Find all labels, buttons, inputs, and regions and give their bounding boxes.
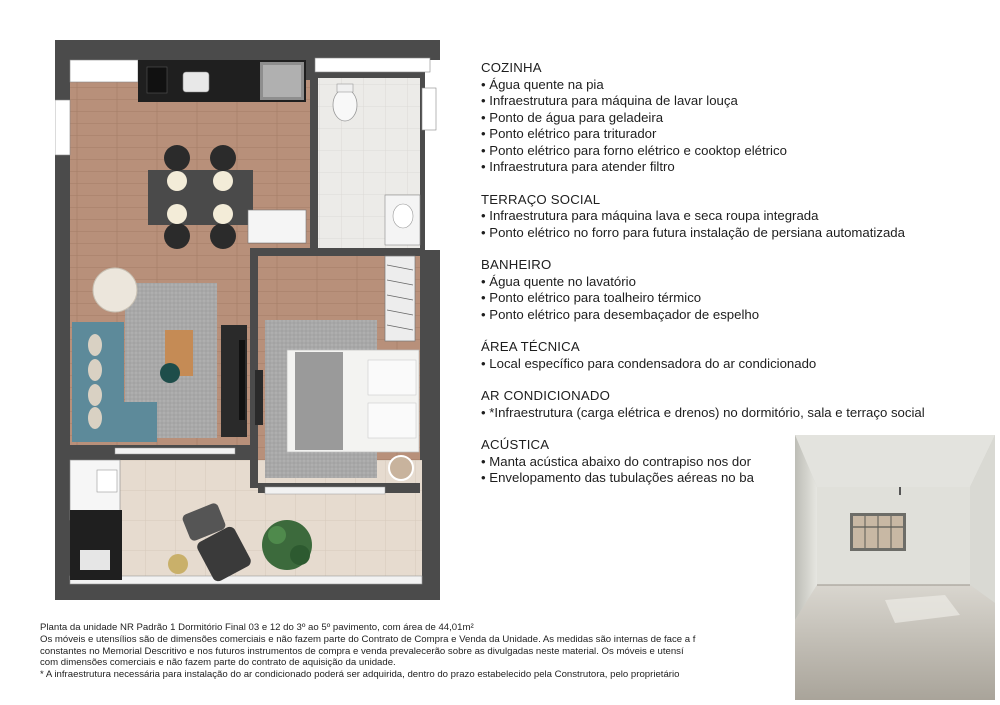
- list-item: • Infraestrutura para máquina de lavar louça: [481, 93, 738, 108]
- section-title: TERRAÇO SOCIAL: [481, 191, 601, 207]
- list-item: • Manta acústica abaixo do contrapiso nos dor: [481, 453, 751, 469]
- footer-line: Planta da unidade NR Padrão 1 Dormitório Final 03 e 12 do 3º ao 5º pavimento, com área de 44,01m²: [40, 622, 474, 633]
- section-title: AR CONDICIONADO: [481, 388, 611, 403]
- list-item: • Ponto elétrico para toalheiro térmico: [481, 290, 702, 305]
- room-photo: [795, 435, 995, 700]
- list-item: • *Infraestrutura (carga elétrica e drenos) no dormitório, sala e terraço social: [481, 404, 925, 420]
- section-title: BANHEIRO: [481, 257, 552, 272]
- footer-line: * A infraestrutura necessária para instalação do ar condicionado poderá ser adquirida, dentro do prazo estabelecido pela Construtora, pelo proprietário: [40, 669, 680, 681]
- floor-plan-drawing: [55, 40, 440, 600]
- list-item: • Infraestrutura para atender filtro: [481, 159, 675, 174]
- section-title: ACÚSTICA: [481, 437, 550, 452]
- list-item: • Envelopamento das tubulações aéreas no ba: [481, 470, 754, 485]
- section-cozinha: [481, 60, 986, 176]
- list-item: • Água quente no lavatório: [481, 273, 636, 289]
- section-ar-condicionado: [481, 388, 986, 421]
- section-terraco-social: [481, 192, 986, 242]
- section-title: COZINHA: [481, 60, 542, 75]
- room-photo-drawing: [795, 435, 995, 700]
- list-item: • Ponto de água para geladeira: [481, 109, 664, 125]
- footer-line: constantes no Memorial Descritivo e nos futuros instrumentos de compra e venda prevalecerão sobre as divulgadas neste material. Os móveis e utensí: [40, 645, 684, 657]
- footer-line: Os móveis e utensílios são de dimensões comerciais e não fazem parte do Contrato de Compra e Venda da Unidade. As medidas são internas de face a f: [40, 633, 696, 645]
- floor-plan: [55, 40, 440, 600]
- list-item: • Local específico para condensadora do ar condicionado: [481, 355, 817, 371]
- section-title: ÁREA TÉCNICA: [481, 339, 580, 354]
- section-area-tecnica: [481, 339, 986, 372]
- list-item: • Ponto elétrico para triturador: [481, 126, 657, 141]
- section-banheiro: [481, 257, 986, 323]
- footer-notes: [40, 622, 800, 681]
- list-item: • Água quente na pia: [481, 76, 604, 92]
- list-item: • Ponto elétrico para desembaçador de espelho: [481, 306, 760, 322]
- footer-line: com dimensões comerciais e não fazem parte do contrato de aquisição da unidade.: [40, 657, 396, 669]
- list-item: • Infraestrutura para máquina lava e seca roupa integrada: [481, 208, 819, 223]
- list-item: • Ponto elétrico para forno elétrico e cooktop elétrico: [481, 142, 787, 158]
- list-item: • Ponto elétrico no forro para futura instalação de persiana automatizada: [481, 224, 905, 240]
